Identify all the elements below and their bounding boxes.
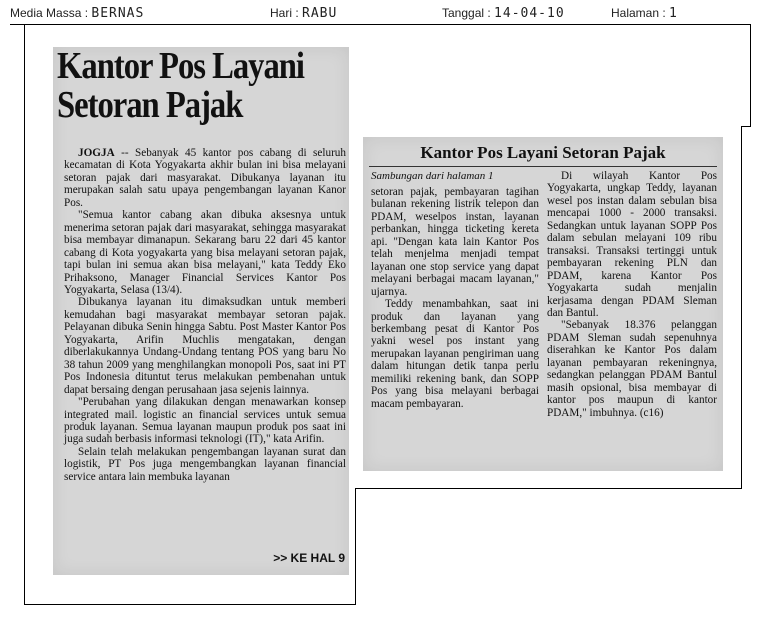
border-right-step bbox=[741, 126, 751, 127]
border-mid-vertical bbox=[355, 488, 356, 604]
halaman-field bbox=[611, 6, 678, 21]
hari-value: RABU bbox=[302, 6, 338, 21]
article-headline bbox=[57, 47, 306, 125]
paragraph: Teddy menambahkan, saat ini produk dan layanan yang berkembang pesat di Kantor Pos yakni wesel pos instant yang merupakan layanan pengiriman uang dalam hitungan detik tanpa perlu memiliki rekening bank, dan SOPP Pos yang bisa melayani berbagai macam pembayaran. bbox=[371, 298, 539, 410]
media-massa-label: Media Massa : bbox=[10, 6, 89, 20]
border-left bbox=[24, 24, 25, 605]
halaman-value: 1 bbox=[669, 6, 678, 21]
tanggal-value: 14-04-10 bbox=[494, 6, 565, 21]
border-mid-bottom bbox=[355, 488, 742, 489]
article-clipping-continuation bbox=[363, 137, 723, 471]
article-body bbox=[64, 147, 346, 483]
dateline: JOGJA bbox=[78, 147, 115, 159]
continuation-headline: Kantor Pos Layani Setoran Pajak bbox=[420, 143, 666, 162]
continuation-column-1 bbox=[371, 186, 539, 410]
article-clipping-main bbox=[53, 47, 349, 575]
media-massa-field bbox=[10, 6, 144, 21]
tanggal-label: Tanggal : bbox=[442, 6, 491, 20]
tanggal-field bbox=[442, 6, 565, 21]
sambungan-label: Sambungan dari halaman 1 bbox=[371, 170, 494, 182]
halaman-label: Halaman : bbox=[611, 6, 666, 20]
paragraph: "Sebanyak 18.376 pelanggan PDAM Sleman sudah sepenuhnya diserahkan ke Kantor Pos dalam layanan pembayaran rekeningnya, sedangkan pelanggan PDAM Bantul masih opsional, bisa membayar di kantor pos maupun di kantor PDAM," imbuhnya. (c16) bbox=[547, 319, 717, 419]
paragraph: setoran pajak, pembayaran tagihan bulanan rekening listrik telepon dan PDAM, weselpos instan, layanan perbankan, hingga ticketing kereta api. "Dengan kata lain Kantor Pos telah menjelma menjadi tempat layanan one stop service yang dapat melayani berbagai macam layanan," ujarnya. bbox=[371, 186, 539, 298]
paragraph: Selain telah melakukan pengembangan layanan surat dan logistik, PT Pos juga mengembangkan layanan financial service antara lain membuka layanan bbox=[64, 445, 346, 483]
paragraph: Dibukanya layanan itu dimaksudkan untuk memberi kemudahan bagi masyarakat membayar setoran pajak. Pelayanan dibuka Senin hingga Sabtu. Post Master Kantor Pos Yogyakarta, Arifin Muchlis mengatakan, dengan diberlakukannya Undang-Undang tentang POS yang baru No 38 tahun 2009 yang menghilangkan monopoli Pos, saat ini PT Pos Indonesia dituntut terus melakukan pembenahan untuk dapat bersaing dengan perusahaan jasa sejenis lainnya. bbox=[64, 296, 346, 396]
headline-line-1: Kantor Pos Layani bbox=[57, 45, 304, 87]
headline-line-2: Setoran Pajak bbox=[57, 84, 243, 126]
paragraph: "Perubahan yang dilakukan dengan menawarkan konsep integrated mail. logistic an financial services untuk semua produk layanan. Semua layanan maupun produk pos saat ini juga sudah berbasis informasi teknologi (IT)," kata Arifin. bbox=[64, 396, 346, 446]
hari-field bbox=[270, 6, 337, 21]
border-right-lower bbox=[741, 126, 742, 488]
border-right-upper bbox=[750, 24, 751, 127]
hari-label: Hari : bbox=[270, 6, 299, 20]
border-top bbox=[10, 24, 751, 25]
continued-label: >> KE HAL 9 bbox=[273, 551, 345, 565]
paragraph bbox=[64, 147, 346, 209]
continuation-column-2 bbox=[547, 170, 717, 419]
paragraph: "Semua kantor cabang akan dibuka aksesnya untuk menerima setoran pajak dari masyarakat, sehingga masyarakat bisa membayar dimanapun. Sekarang baru 22 dari 45 kantor cabang di Kota yogyakarta yang bisa melayani setoran pajak, tapi bulan ini semua akan bisa melayani," kata Teddy Eko Prihaksono, Manager Financial Services Kantor Pos Yogyakarta, Selasa (13/4). bbox=[64, 209, 346, 296]
paragraph: Di wilayah Kantor Pos Yogyakarta, ungkap Teddy, layanan wesel pos instan dalam sebulan bisa mencapai 1000 - 2000 transaksi. Sedangkan untuk layanan SOPP Pos dalam sebulan melayani 109 ribu transaksi. Transaksi tertinggi untuk pembayaran rekening PLN dan PDAM, karena Kantor Pos Yogyakarta sudah menjalin kerjasama dengan PDAM Sleman dan Bantul. bbox=[547, 170, 717, 319]
media-massa-value: BERNAS bbox=[91, 6, 145, 21]
paragraph-text: -- Sebanyak 45 kantor pos cabang di seluruh kecamatan di Kota Yogyakarta akhir bulan ini bisa melayani setoran pajak dari masyarakat. Dibukanya layanan itu merupakan salah satu upaya pengembangan layanan Kanor Pos. bbox=[64, 147, 346, 209]
border-bottom bbox=[24, 604, 356, 605]
headline-rule bbox=[369, 166, 717, 167]
